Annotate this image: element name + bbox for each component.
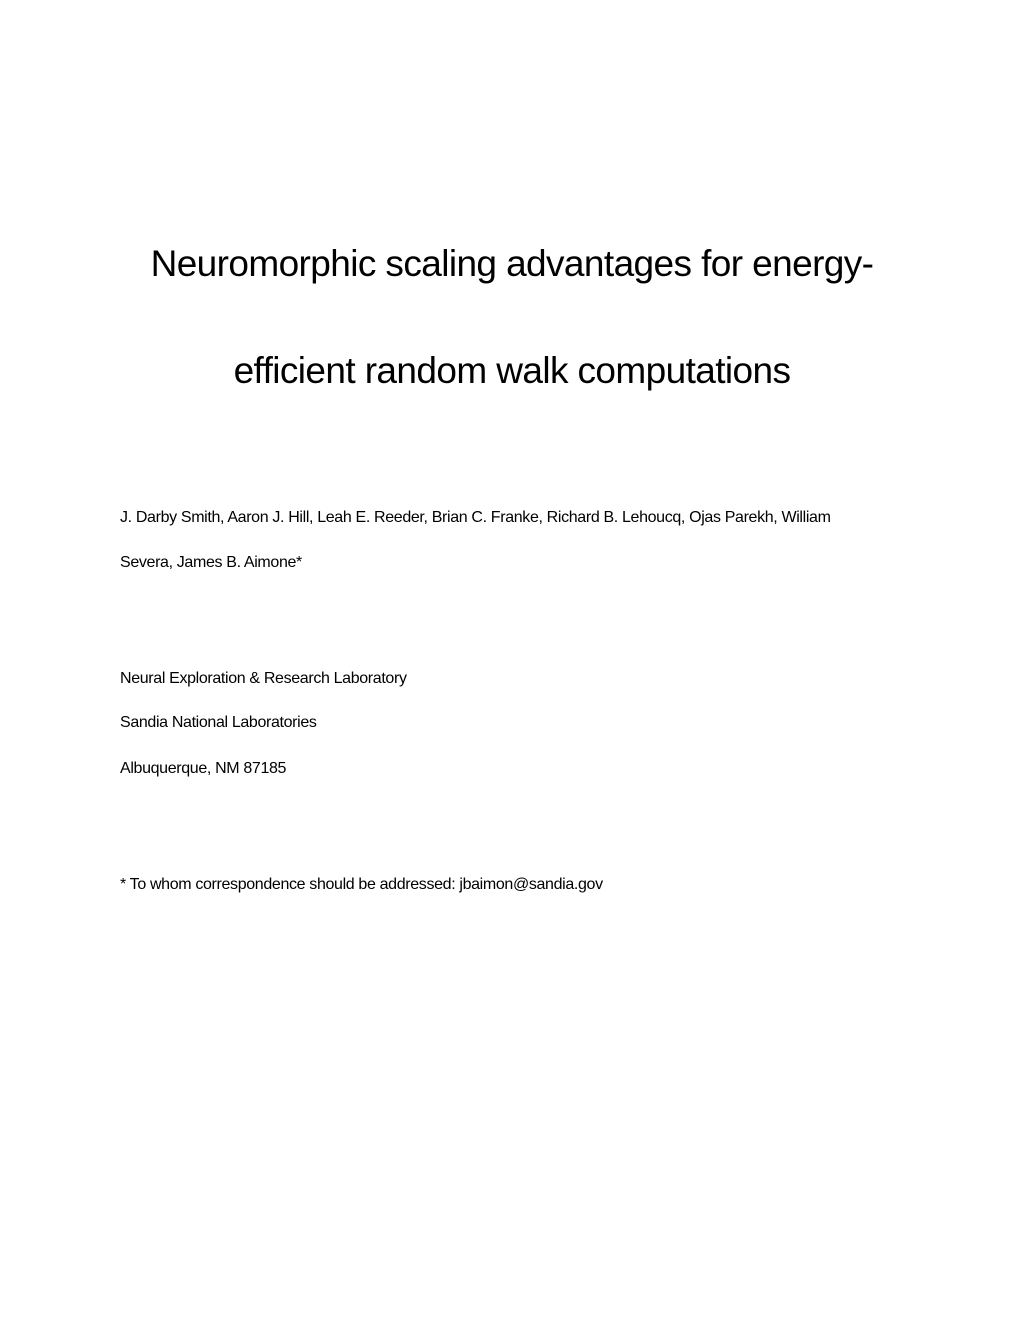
paper-title-line-2: efficient random walk computations [233, 350, 791, 391]
affiliation-location: Albuquerque, NM 87185 [120, 760, 287, 777]
affiliation-lab: Neural Exploration & Research Laboratory [120, 670, 407, 687]
paper-title-line-1: Neuromorphic scaling advantages for energy- [150, 243, 874, 284]
author-list-line-1: J. Darby Smith, Aaron J. Hill, Leah E. Reeder, Brian C. Franke, Richard B. Lehoucq, Ojas Parekh, William [120, 509, 831, 526]
affiliation-institution: Sandia National Laboratories [120, 714, 317, 731]
author-list-line-2: Severa, James B. Aimone* [120, 554, 302, 571]
correspondence-note: * To whom correspondence should be addressed: jbaimon@sandia.gov [120, 876, 603, 893]
